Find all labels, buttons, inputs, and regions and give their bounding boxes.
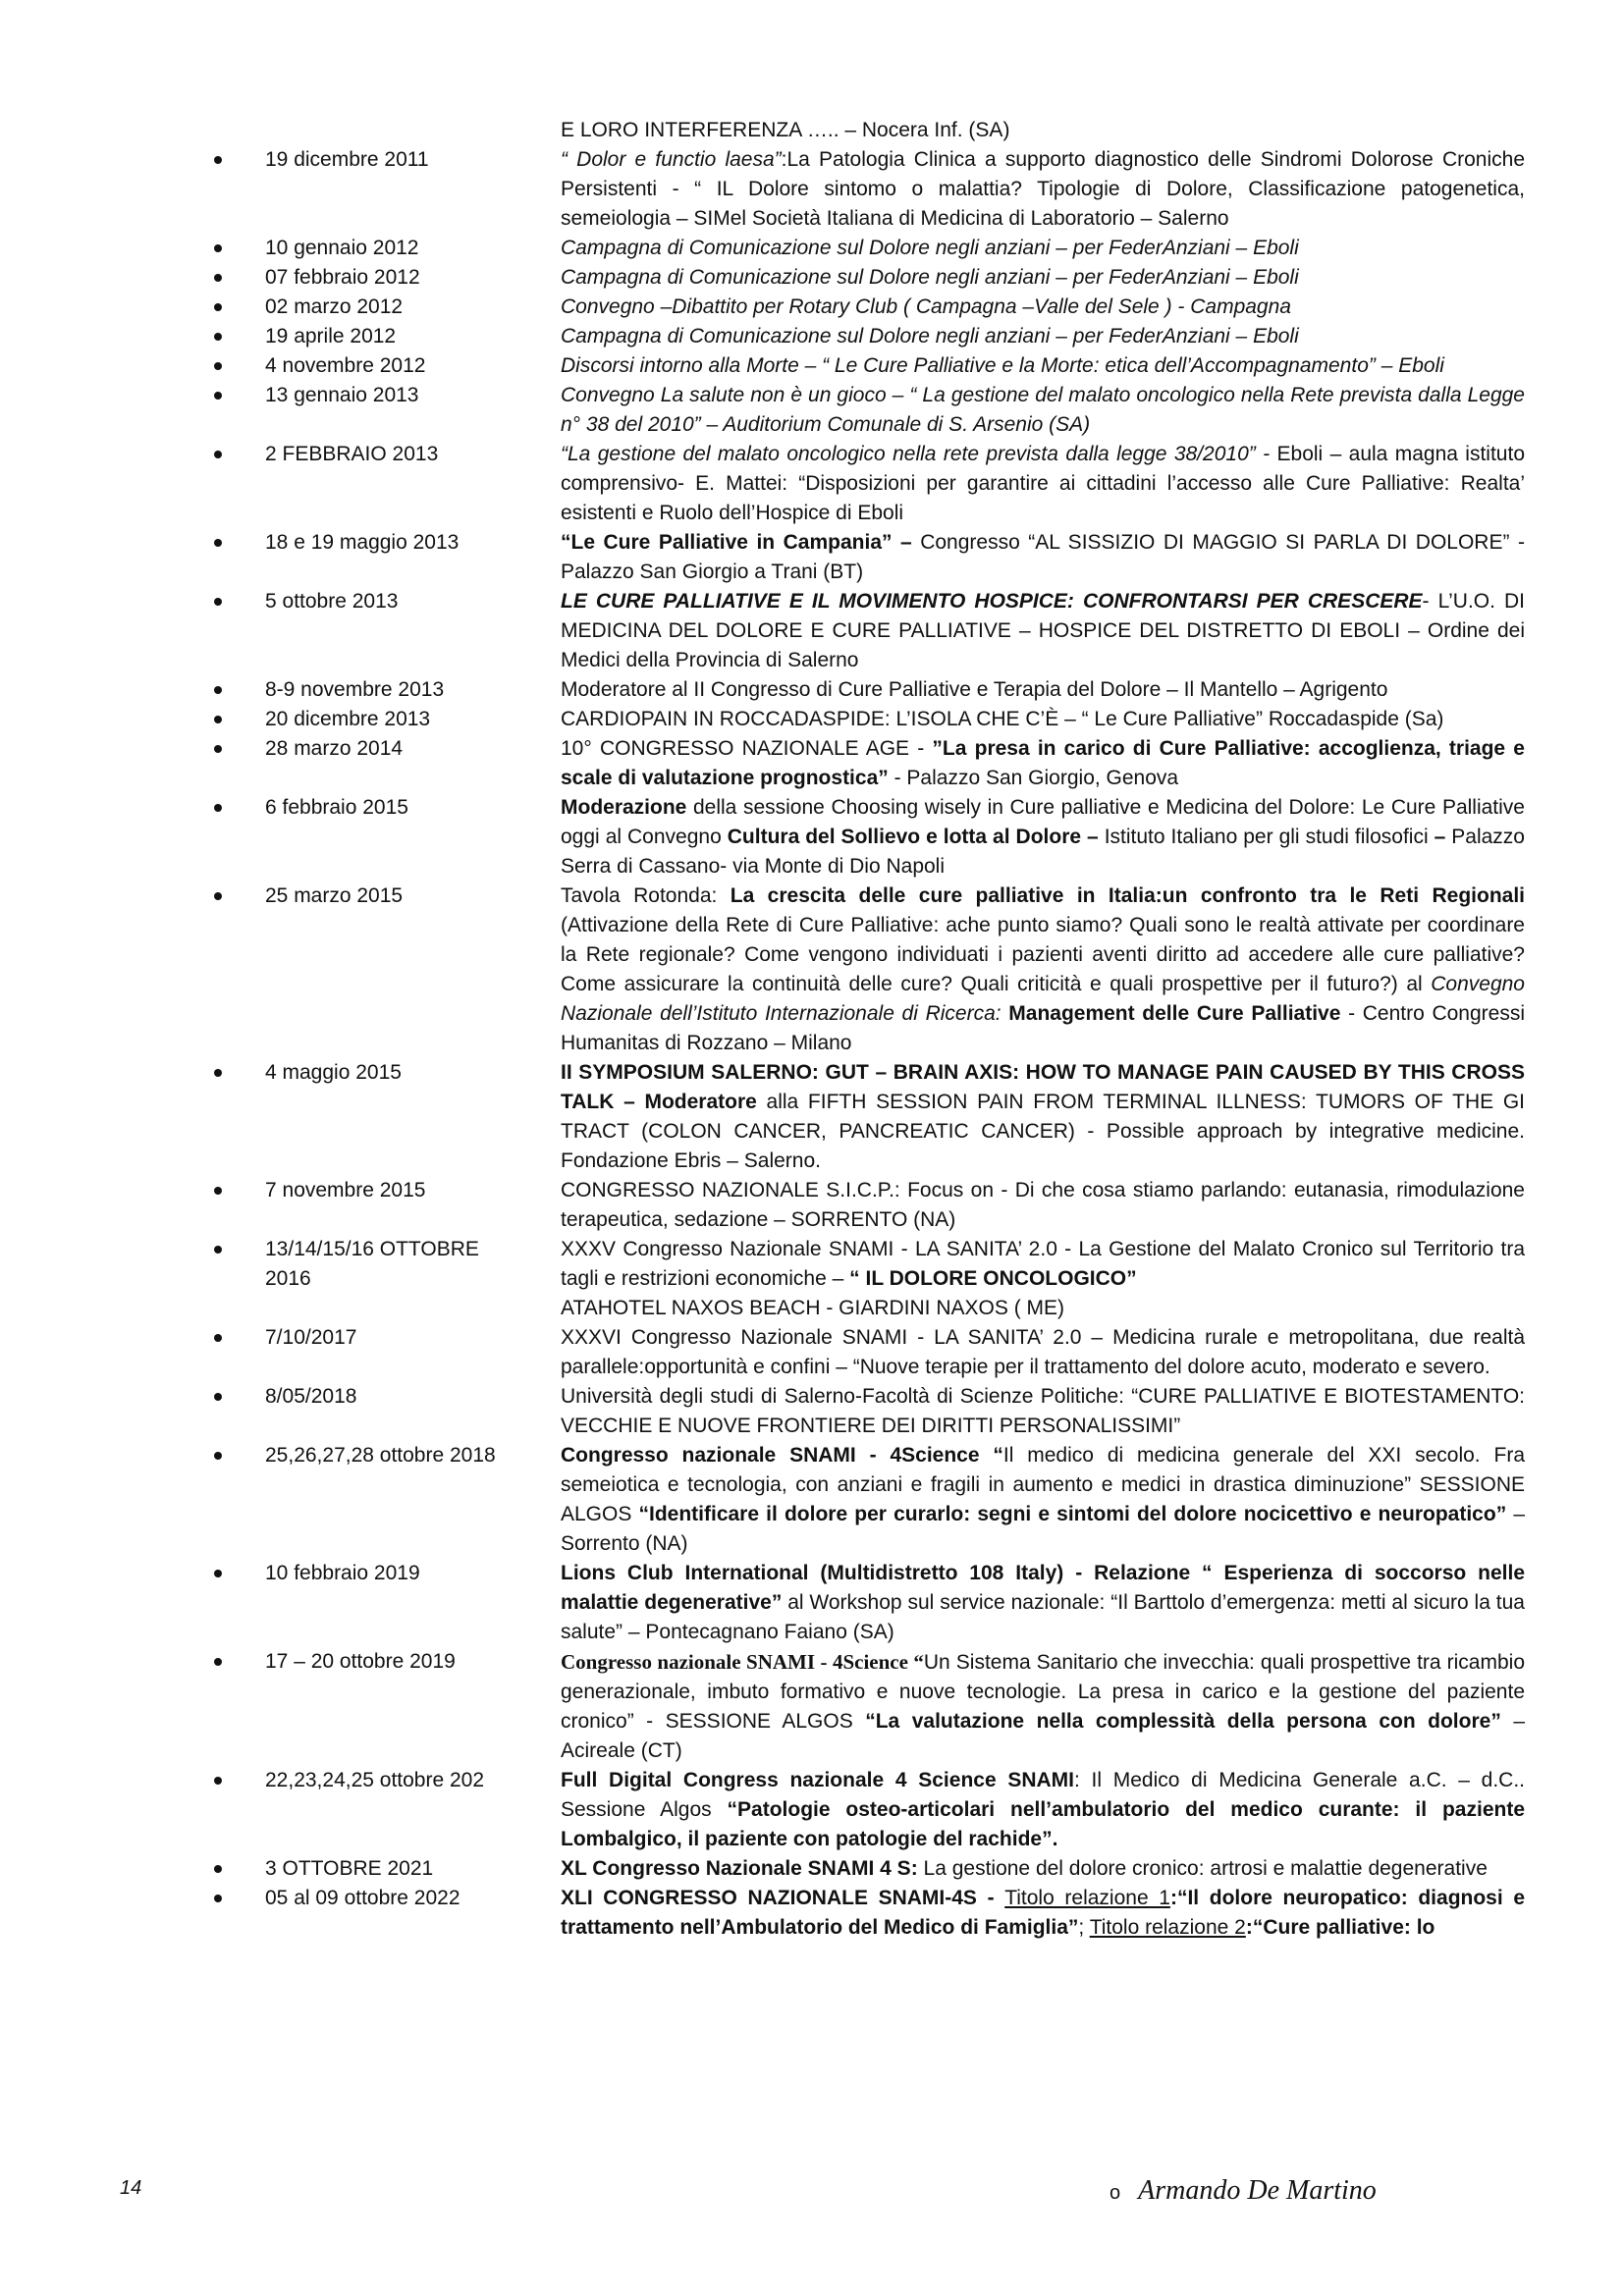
entry-description bbox=[561, 881, 1525, 1058]
bullet-icon bbox=[214, 1865, 222, 1873]
entry-description bbox=[561, 234, 1525, 263]
list-item bbox=[0, 1058, 1624, 1176]
entry-text-segment: Campagna di Comunicazione sul Dolore negli anziani – per FederAnziani – Eboli bbox=[561, 266, 1299, 289]
entry-text-segment: Istituto Italiano per gli studi filosofici bbox=[1098, 826, 1435, 848]
entry-date: 6 febbraio 2015 bbox=[265, 796, 408, 819]
list-item bbox=[0, 263, 1624, 293]
bullet-icon bbox=[214, 892, 222, 900]
entry-text-segment: La gestione del dolore cronico: bbox=[917, 1857, 1211, 1880]
entry-text-segment: Lions Club International (Multidistretto 108 Italy) - Relazione “ Esperienza di soccorso nelle malattie degenerative” bbox=[561, 1562, 1525, 1614]
entry-text-segment: alla FIFTH SESSION PAIN FROM TERMINAL ILLNESS: TUMORS OF THE GI TRACT (COLON CANCER, PANCREATIC CANCER) - Possible approach by integrative medicine. Fondazione Ebris – Salerno. bbox=[561, 1091, 1525, 1172]
list-item bbox=[0, 1382, 1624, 1441]
entry-text-segment: :“Cure palliative: lo bbox=[1245, 1916, 1435, 1939]
bullet-icon bbox=[214, 274, 222, 282]
entry-text-segment: CARDIOPAIN IN ROCCADASPIDE: L’ISOLA CHE C’È – “ Le Cure Palliative” Roccadaspide (Sa) bbox=[561, 708, 1444, 730]
entry-description bbox=[561, 1235, 1525, 1323]
entry-text-segment: - L’U.O. DI MEDICINA DEL DOLORE E CURE PALLIATIVE – HOSPICE DEL DISTRETTO DI EBOLI – Ordine dei Medici della Provincia di Salerno bbox=[561, 590, 1525, 671]
bullet-icon bbox=[214, 1187, 222, 1195]
entry-text-segment: – Sorrento (NA) bbox=[561, 1503, 1526, 1555]
entry-description bbox=[561, 1766, 1525, 1854]
list-item bbox=[0, 322, 1624, 351]
list-item bbox=[0, 1441, 1624, 1559]
list-item bbox=[0, 705, 1624, 734]
bullet-icon bbox=[214, 598, 222, 606]
bullet-icon bbox=[214, 362, 222, 370]
entry-date: 20 dicembre 2013 bbox=[265, 708, 431, 730]
entry-description bbox=[561, 587, 1525, 675]
entry-text-segment: al Workshop sul service nazionale: “Il Barttolo d’emergenza: metti al sicuro la tua salute” – Pontecagnano Faiano (SA) bbox=[561, 1591, 1525, 1643]
entry-description bbox=[561, 1559, 1525, 1647]
entry-text-segment: Congresso nazionale SNAMI - 4Science “ bbox=[561, 1650, 924, 1674]
list-item bbox=[0, 1559, 1624, 1647]
entry-date: 7 novembre 2015 bbox=[265, 1179, 426, 1201]
entry-description bbox=[561, 734, 1525, 793]
entry-text-segment: ”La presa in carico di Cure Palliative: accoglienza, triage e scale di valutazione prognostica” bbox=[561, 737, 1525, 789]
entry-text-segment: Campagna di Comunicazione sul Dolore negli anziani – per FederAnziani – Eboli bbox=[561, 237, 1299, 259]
bullet-icon bbox=[214, 1895, 222, 1902]
list-item bbox=[0, 1323, 1624, 1382]
entry-date: 10 febbraio 2019 bbox=[265, 1562, 420, 1584]
list-item bbox=[0, 293, 1624, 322]
signature-text: Armando De Martino bbox=[1138, 2175, 1377, 2206]
entry-date: 22,23,24,25 ottobre 202 bbox=[265, 1769, 485, 1791]
entry-description bbox=[561, 263, 1525, 293]
entry-description bbox=[561, 1176, 1525, 1235]
bullet-icon bbox=[214, 804, 222, 812]
bullet-icon bbox=[214, 539, 222, 547]
entry-text-segment: :La Patologia Clinica a supporto diagnostico delle Sindromi Dolorose Croniche Persistenti - “ IL Dolore sintomo o malattia? Tipologie di Dolore, Classificazione patogenetica, semeiologia – SIMel Società Italiana di Medicina di Laboratorio – Salerno bbox=[561, 148, 1526, 230]
entry-text-segment: Convegno Nazionale dell’Istituto Internazionale di Ricerca: bbox=[561, 973, 1525, 1025]
bullet-icon bbox=[214, 1334, 222, 1342]
list-item bbox=[0, 1854, 1624, 1884]
entry-text-segment: Convegno La salute non è un gioco – “ La gestione del malato oncologico nella Rete prevista dalla Legge n° 38 del 2010” – Auditorium Comunale di S. Arsenio (SA) bbox=[561, 384, 1525, 436]
entry-text-segment: XXXV Congresso Nazionale SNAMI - LA SANITA’ 2.0 - La Gestione del Malato Cronico sul Territorio tra tagli e restrizioni economiche – bbox=[561, 1238, 1525, 1290]
entry-date: 4 maggio 2015 bbox=[265, 1061, 402, 1084]
entry-description bbox=[561, 145, 1525, 234]
entry-text-segment: Congresso “AL SISSIZIO DI MAGGIO SI PARLA DI DOLORE” - Palazzo San Giorgio a Trani (BT) bbox=[561, 531, 1525, 583]
entry-date: 8/05/2018 bbox=[265, 1385, 357, 1408]
footer-bullet: o bbox=[1110, 2182, 1121, 2204]
entry-date: 28 marzo 2014 bbox=[265, 737, 404, 760]
entry-description bbox=[561, 293, 1525, 322]
entry-text-segment: Titolo relazione 1 bbox=[1004, 1887, 1170, 1909]
entry-description bbox=[561, 528, 1525, 587]
entry-text-segment: Convegno –Dibattito per Rotary Club ( Campagna –Valle del Sele ) - Campagna bbox=[561, 295, 1291, 318]
entry-text-segment: Cultura del Sollievo e lotta al Dolore – bbox=[727, 826, 1099, 848]
entry-date: 4 novembre 2012 bbox=[265, 354, 426, 377]
entry-date: 5 ottobre 2013 bbox=[265, 590, 399, 613]
entry-text-segment: “ Dolor e functio laesa” bbox=[561, 148, 782, 171]
list-item bbox=[0, 234, 1624, 263]
entry-text-segment: “La gestione del malato oncologico nella rete prevista dalla legge 38/2010” - bbox=[561, 443, 1271, 465]
bullet-icon bbox=[214, 303, 222, 311]
bullet-icon bbox=[214, 1452, 222, 1460]
entry-text-segment: Moderatore al II Congresso di Cure Palliative e Terapia del Dolore – Il Mantello – Agrigento bbox=[561, 678, 1388, 701]
entry-text-segment: II SYMPOSIUM SALERNO: GUT – BRAIN AXIS: HOW TO MANAGE PAIN CAUSED BY THIS CROSS TALK – Moderatore bbox=[561, 1061, 1525, 1113]
entry-text-segment: 10° CONGRESSO NAZIONALE AGE - bbox=[561, 737, 933, 760]
entry-text-segment: Management delle Cure Palliative bbox=[1001, 1002, 1341, 1025]
entry-text-segment: Titolo relazione 2 bbox=[1089, 1916, 1246, 1939]
list-item bbox=[0, 1884, 1624, 1943]
list-item bbox=[0, 1766, 1624, 1854]
entry-text-segment: “Identificare il dolore per curarlo: segni e sintomi del dolore nocicettivo e neuropatico” bbox=[638, 1503, 1507, 1525]
entry-text-segment: – Acireale (CT) bbox=[561, 1710, 1525, 1762]
entry-date: 25,26,27,28 ottobre 2018 bbox=[265, 1444, 496, 1467]
bullet-icon bbox=[214, 1777, 222, 1785]
entry-date: 7/10/2017 bbox=[265, 1326, 357, 1349]
list-item bbox=[0, 351, 1624, 381]
entry-date: 10 gennaio 2012 bbox=[265, 237, 419, 259]
list-item bbox=[0, 528, 1624, 587]
entry-text-segment: Full Digital Congress nazionale 4 Science SNAMI bbox=[561, 1769, 1075, 1791]
entry-text-segment: Moderazione bbox=[561, 796, 687, 819]
entry-date: 8-9 novembre 2013 bbox=[265, 678, 445, 701]
cv-conference-list bbox=[0, 145, 1624, 1943]
page-number: 14 bbox=[120, 2177, 142, 2199]
entry-date: 18 e 19 maggio 2013 bbox=[265, 531, 460, 554]
entry-text-segment: CONGRESSO NAZIONALE S.I.C.P.: Focus on - Di che cosa stiamo parlando: eutanasia, rimodulazione terapeutica, sedazione – SORRENTO (NA) bbox=[561, 1179, 1525, 1231]
entry-date: 07 febbraio 2012 bbox=[265, 266, 420, 289]
entry-text-segment: La crescita delle cure palliative in Italia:un confronto tra le Reti Regionali bbox=[730, 884, 1525, 907]
bullet-icon bbox=[214, 451, 222, 458]
entry-date: 25 marzo 2015 bbox=[265, 884, 404, 907]
entry-text-segment: XXXVI Congresso Nazionale SNAMI - LA SANITA’ 2.0 – Medicina rurale e metropolitana, due realtà parallele:opportunità e confini – “Nuove terapie per il trattamento del dolore acuto, moderato e severo. bbox=[561, 1326, 1525, 1378]
entry-text-segment: “Le Cure Palliative in Campania” – bbox=[561, 531, 912, 554]
entry-text-segment: XL Congresso Nazionale SNAMI 4 S: bbox=[561, 1857, 918, 1880]
entry-text-segment: “La valutazione nella complessità della persona con dolore” bbox=[865, 1710, 1501, 1733]
entry-text-segment: “ IL DOLORE ONCOLOGICO” bbox=[849, 1267, 1137, 1290]
entry-description bbox=[561, 1441, 1525, 1559]
entry-description bbox=[561, 1884, 1525, 1943]
entry-date: 19 aprile 2012 bbox=[265, 325, 397, 347]
entry-date: 05 al 09 ottobre 2022 bbox=[265, 1887, 460, 1909]
entry-text-segment: Eboli – aula magna istituto comprensivo- E. Mattei: “Disposizioni per garantire ai cittadini l’accesso alle Cure Palliative: Realta’ esistenti e Ruolo dell’Hospice di Eboli bbox=[561, 443, 1526, 524]
bullet-icon bbox=[214, 1069, 222, 1077]
entry-date: 17 – 20 ottobre 2019 bbox=[265, 1650, 456, 1673]
entry-text-segment: ; bbox=[1078, 1916, 1090, 1939]
entry-text-segment: ATAHOTEL NAXOS BEACH - GIARDINI NAXOS ( ME) bbox=[561, 1297, 1065, 1319]
entry-text-segment: Congresso nazionale SNAMI - 4Science “ bbox=[561, 1444, 1003, 1467]
list-item bbox=[0, 1176, 1624, 1235]
entry-text-segment: Discorsi intorno alla Morte – “ Le Cure Palliative e la Morte: etica dell’Accompagnamento” – Eboli bbox=[561, 354, 1444, 377]
entry-text-segment: (Attivazione della Rete di Cure Palliative: ache punto siamo? Quali sono le realtà attivate per coordinare la Rete regionale? Come vengono individuati i pazienti aventi diritto ad accedere alle cure palliative? Come assicurare la continuità delle cure? Quali criticità e quali prospettive per il futuro?) al bbox=[561, 914, 1525, 995]
entry-text-segment: “Patologie osteo-articolari nell’ambulatorio del medico curante: il paziente Lombalgico, il paziente con patologie del rachide”. bbox=[561, 1798, 1525, 1850]
bullet-icon bbox=[214, 1658, 222, 1666]
entry-text-segment: – bbox=[1434, 826, 1446, 848]
bullet-icon bbox=[214, 1246, 222, 1254]
footer-signature bbox=[1110, 2175, 1377, 2207]
entry-text-segment: Università degli studi di Salerno-Facoltà di Scienze Politiche: “CURE PALLIATIVE E BIOTESTAMENTO: VECCHIE E NUOVE FRONTIERE DEI DIRITTI PERSONALISSIMI” bbox=[561, 1385, 1525, 1437]
entry-text-segment: Un Sistema Sanitario che invecchia: quali prospettive tra ricambio generazionale, imbuto formativo e nuove tecnologie. La presa in carico e la gestione del paziente cronico” - SESSIONE ALGOS bbox=[561, 1651, 1526, 1733]
entry-text-segment: Tavola Rotonda: bbox=[561, 884, 731, 907]
list-item bbox=[0, 734, 1624, 793]
entry-text-segment: artrosi e malattie degenerative bbox=[1210, 1857, 1488, 1880]
entry-date: 3 OTTOBRE 2021 bbox=[265, 1857, 434, 1880]
bullet-icon bbox=[214, 745, 222, 753]
entry-text-segment: - Palazzo San Giorgio, Genova bbox=[888, 767, 1179, 789]
entry-text-segment: Il medico di medicina generale del XXI secolo. Fra semeiotica e tecnologia, con anziani e fragili in aumento e medici in drastica diminuzione” SESSIONE ALGOS bbox=[561, 1444, 1525, 1525]
entry-text-segment: Campagna di Comunicazione sul Dolore negli anziani – per FederAnziani – Eboli bbox=[561, 325, 1299, 347]
list-item bbox=[0, 881, 1624, 1058]
entry-description bbox=[561, 793, 1525, 881]
bullet-icon bbox=[214, 1393, 222, 1401]
entry-description bbox=[561, 381, 1525, 440]
entry-description bbox=[561, 440, 1525, 528]
list-item bbox=[0, 793, 1624, 881]
entry-description bbox=[561, 1323, 1525, 1382]
bullet-icon bbox=[214, 244, 222, 252]
entry-text-segment: : Il Medico di Medicina Generale a.C. – d.C.. Sessione Algos bbox=[561, 1769, 1526, 1821]
entry-date: 02 marzo 2012 bbox=[265, 295, 404, 318]
entry-description bbox=[561, 1647, 1525, 1766]
entry-description bbox=[561, 675, 1525, 705]
bullet-icon bbox=[214, 156, 222, 164]
entry-date: 13/14/15/16 OTTOBRE 2016 bbox=[265, 1238, 479, 1290]
bullet-icon bbox=[214, 716, 222, 723]
bullet-icon bbox=[214, 392, 222, 400]
entry-text-segment: Palazzo Serra di Cassano- via Monte di Dio Napoli bbox=[561, 826, 1525, 878]
entry-text-segment: LE CURE PALLIATIVE E IL MOVIMENTO HOSPICE: CONFRONTARSI PER CRESCERE bbox=[561, 590, 1423, 613]
bullet-icon bbox=[214, 333, 222, 341]
list-item bbox=[0, 145, 1624, 234]
entry-date: 2 FEBBRAIO 2013 bbox=[265, 443, 439, 465]
entry-text-segment: XLI CONGRESSO NAZIONALE SNAMI-4S - bbox=[561, 1887, 1005, 1909]
list-item bbox=[0, 587, 1624, 675]
bullet-icon bbox=[214, 1570, 222, 1577]
entry-description bbox=[561, 1058, 1525, 1176]
entry-description bbox=[561, 351, 1525, 381]
entry-description bbox=[561, 322, 1525, 351]
continued-entry-line: E LORO INTERFERENZA ….. – Nocera Inf. (SA) bbox=[561, 119, 1010, 141]
entry-text-segment: - Centro Congressi Humanitas di Rozzano – Milano bbox=[561, 1002, 1525, 1054]
entry-date: 19 dicembre 2011 bbox=[265, 148, 429, 171]
entry-description bbox=[561, 1382, 1525, 1441]
list-item bbox=[0, 1235, 1624, 1323]
entry-description bbox=[561, 705, 1525, 734]
list-item bbox=[0, 675, 1624, 705]
list-item bbox=[0, 440, 1624, 528]
list-item bbox=[0, 381, 1624, 440]
entry-description bbox=[561, 1854, 1525, 1884]
list-item bbox=[0, 1647, 1624, 1766]
entry-date: 13 gennaio 2013 bbox=[265, 384, 419, 406]
entry-text-segment: :“Il dolore neuropatico: diagnosi e trattamento nell’Ambulatorio del Medico di Famiglia” bbox=[561, 1887, 1526, 1939]
entry-text-segment: della sessione Choosing wisely in Cure palliative e Medicina del Dolore: Le Cure Palliative oggi al Convegno bbox=[561, 796, 1525, 848]
bullet-icon bbox=[214, 686, 222, 694]
